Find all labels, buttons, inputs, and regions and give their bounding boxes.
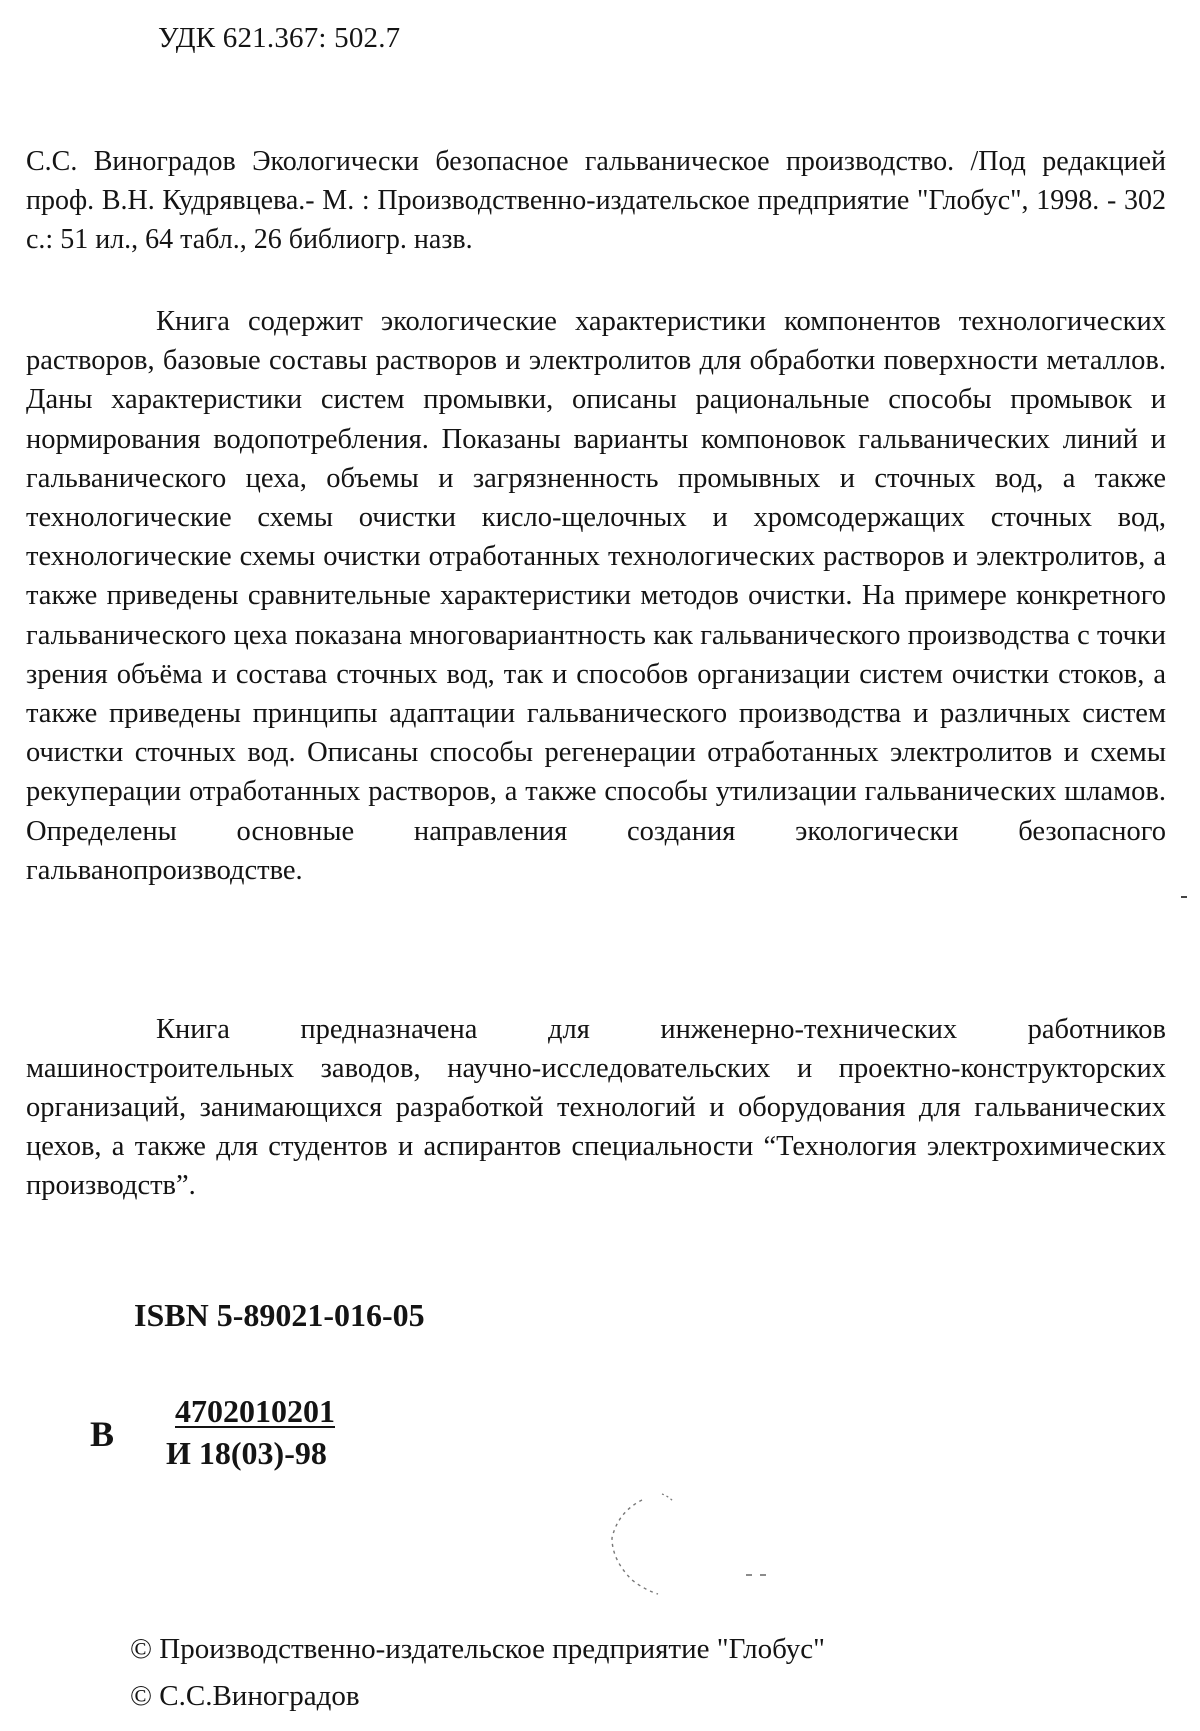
isbn: ISBN 5-89021-016-05 [134, 1297, 425, 1333]
copyright-publisher: © Производственно-издательское предприятие "Глобус" [130, 1633, 825, 1665]
abstract-paragraph: Книга содержит экологические характеристики компонентов технологических растворов, базовые составы растворов и электролитов для обработки поверхности металлов. Даны характеристики систем промывки, описаны рациональные способы промывок и нормирования водопотребления. Показаны варианты компоновок гальванических линий и гальванического цеха, объемы и загрязненность промывных и сточных вод, а также технологические схемы очистки кисло-щелочных и хромсодержащих сточных вод, технологические схемы очистки отработанных технологических растворов и электролитов, а также приведены сравнительные характеристики методов очистки. На примере конкретного гальванического цеха показана многовариантность как гальванического производства с точки зрения объёма и состава сточных вод, так и способов организации систем очистки стоков, а также приведены принципы адаптации гальванического производства и различных систем очистки сточных вод. Описаны способы регенерации отработанных электролитов и схемы рекуперации отработанных растворов, а также способы утилизации гальванических шламов. Определены основные направления создания экологически безопасного гальванопроизводстве. [26, 306, 1166, 886]
audience-paragraph: Книга предназначена для инженерно-технических работников машиностроительных заводов, научно-исследовательских и проектно-конструкторских организаций, занимающихся разработкой технологий и оборудования для гальванических цехов, а также для студентов и аспирантов специальности “Технология электрохимических производств”. [26, 1014, 1166, 1201]
udk-code: УДК 621.367: 502.7 [158, 22, 401, 54]
index-series: И 18(03)-98 [166, 1435, 327, 1471]
index-code: 4702010201 [175, 1393, 335, 1429]
copyright-author: © С.С.Виноградов [130, 1680, 360, 1712]
faint-stamp-mark [600, 1490, 780, 1600]
index-letter: В [90, 1414, 115, 1454]
stray-mark [1181, 896, 1187, 898]
bibliographic-record: С.С. Виноградов Экологически безопасное гальваническое производство. /Под редакцией проф. В.Н. Кудрявцева.- М. : Производственно-издательское предприятие "Глобус", 1998. - 302 с.: 51 ил., 64 табл., 26 библиогр. назв. [26, 146, 1166, 255]
